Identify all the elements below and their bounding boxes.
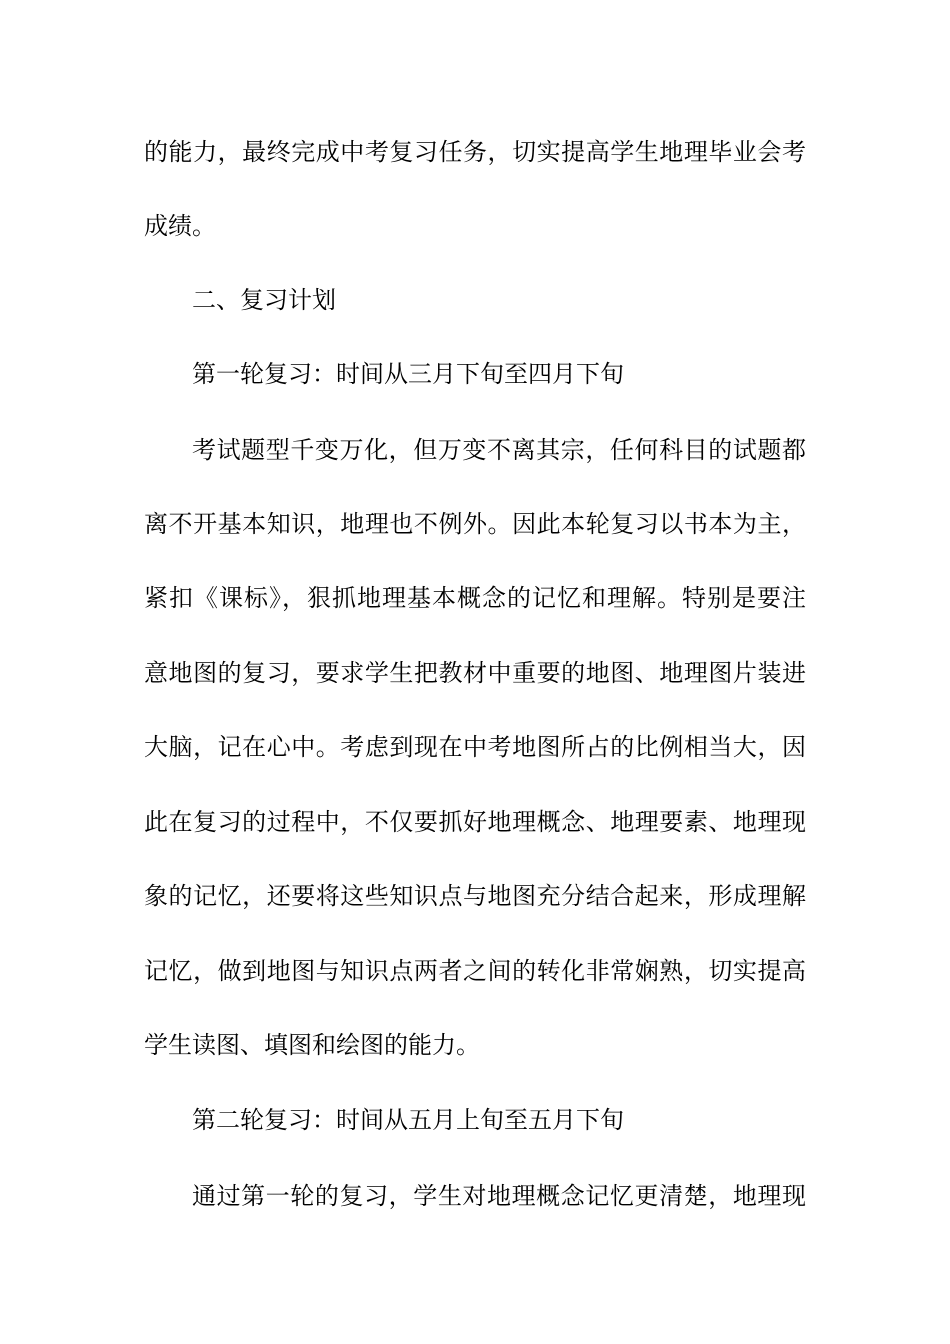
subsection-heading: 第一轮复习：时间从三月下旬至四月下旬 bbox=[192, 360, 624, 388]
paragraph-line: 学生读图、填图和绘图的能力。 bbox=[144, 1031, 480, 1059]
paragraph-line: 的能力，最终完成中考复习任务，切实提高学生地理毕业会考 bbox=[144, 138, 806, 166]
paragraph-line: 意地图的复习，要求学生把教材中重要的地图、地理图片装进 bbox=[144, 659, 806, 687]
paragraph-line: 记忆，做到地图与知识点两者之间的转化非常娴熟，切实提高 bbox=[144, 957, 806, 985]
section-heading: 二、复习计划 bbox=[192, 286, 336, 314]
paragraph-line: 此在复习的过程中，不仅要抓好地理概念、地理要素、地理现 bbox=[144, 808, 806, 836]
paragraph-line: 通过第一轮的复习，学生对地理概念记忆更清楚，地理现 bbox=[192, 1182, 806, 1210]
paragraph-line: 紧扣《课标》，狠抓地理基本概念的记忆和理解。特别是要注 bbox=[144, 584, 806, 612]
paragraph-line: 离不开基本知识，地理也不例外。因此本轮复习以书本为主， bbox=[144, 510, 806, 538]
paragraph-line: 象的记忆，还要将这些知识点与地图充分结合起来，形成理解 bbox=[144, 882, 806, 910]
subsection-heading: 第二轮复习：时间从五月上旬至五月下旬 bbox=[192, 1106, 624, 1134]
paragraph-line: 考试题型千变万化，但万变不离其宗，任何科目的试题都 bbox=[192, 436, 806, 464]
paragraph-line: 大脑，记在心中。考虑到现在中考地图所占的比例相当大，因 bbox=[144, 733, 806, 761]
paragraph-line: 成绩。 bbox=[144, 212, 216, 240]
